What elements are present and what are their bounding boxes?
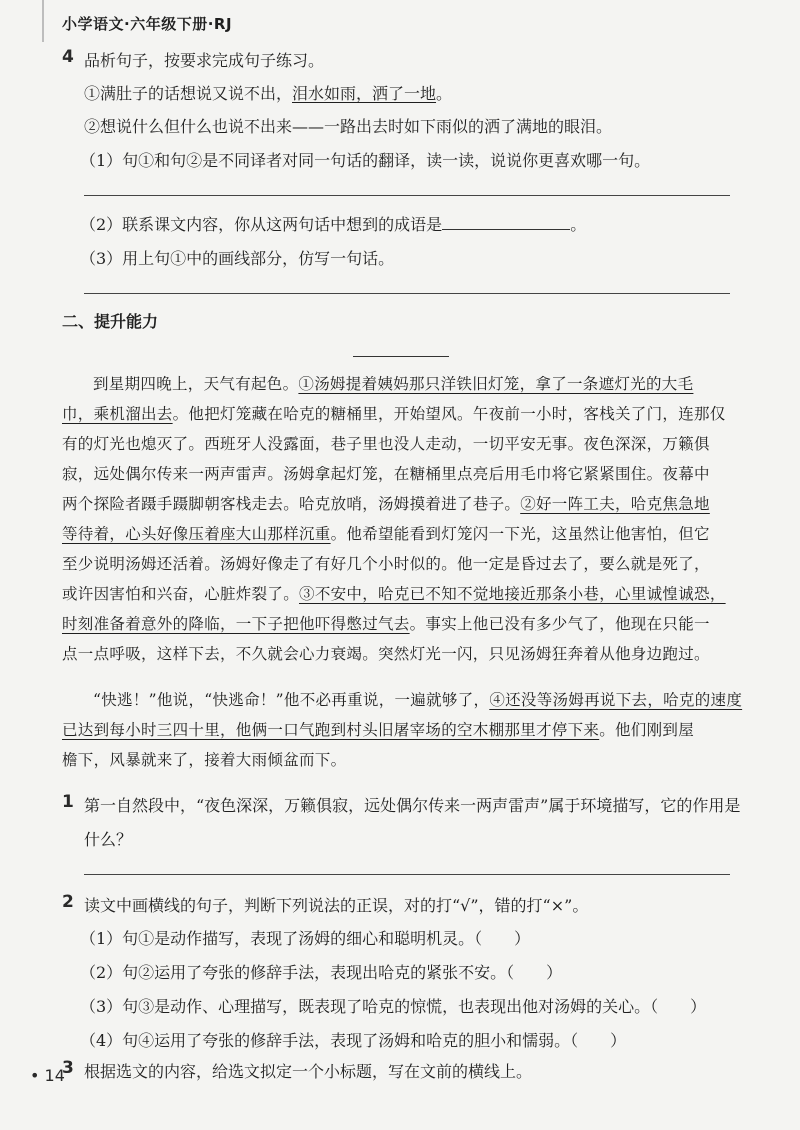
q4-s1-prefix: ①满肚子的话想说又说不出， [84, 84, 293, 103]
q4-s1-suffix: 。 [436, 84, 453, 103]
passage-text: 至少说明汤姆还活着。汤姆好像走了有好几个小时似的。他一定是昏过去了，要么就是死了， [62, 555, 710, 573]
passage-line [62, 459, 726, 489]
passage-text: 寂，远处偶尔传来一两声雷声。汤姆拿起灯笼，在糖桶里点亮后用毛巾将它紧紧围住。夜幕中 [62, 465, 710, 483]
q4-sub2-blank[interactable] [442, 215, 570, 230]
passage-text: 点一点呼吸，这样下去，不久就会心力衰竭。突然灯光一闪，只见汤姆狂奔着从他身边跑过。 [62, 645, 710, 663]
passage-line [62, 369, 726, 399]
q4-answer-line-3[interactable] [84, 293, 730, 294]
q1-number: 1 [62, 792, 74, 812]
underlined-sentence: ②好一阵工夫，哈克焦急地 [520, 495, 710, 513]
passage-text: 。事实上他已没有多少气了，他现在只能一 [409, 615, 710, 633]
underlined-sentence: 已达到每小时三四十里，他俩一口气跑到村头旧屠宰场的空木棚那里才停下来 [62, 721, 600, 739]
passage-text: 。他希望能看到灯笼闪一下光，这虽然让他害怕，但它 [330, 525, 710, 543]
passage-line [62, 399, 726, 429]
passage-line [62, 429, 726, 459]
passage-line [62, 639, 726, 669]
passage-line [62, 549, 726, 579]
q2-item-3[interactable]: （3）句③是动作、心理描写，既表现了哈克的惊慌，也表现出他对汤姆的关心。（ ） [80, 997, 707, 1016]
passage-text: 到星期四晚上，天气有起色。 [93, 375, 299, 393]
underlined-sentence: ①汤姆提着姨妈那只洋铁旧灯笼，拿了一条遮灯光的大毛 [298, 375, 694, 393]
q2-item-4[interactable]: （4）句④运用了夸张的修辞手法，表现了汤姆和哈克的胆小和懦弱。（ ） [80, 1031, 627, 1050]
q4-sentence-2: ②想说什么但什么也说不出来——一路出去时如下雨似的洒了满地的眼泪。 [84, 117, 613, 136]
underlined-sentence: ④还没等汤姆再说下去，哈克的速度 [489, 691, 743, 709]
q3-prompt: 根据选文的内容，给选文拟定一个小标题，写在文前的横线上。 [84, 1062, 533, 1081]
book-header: 小学语文·六年级下册·RJ [62, 15, 233, 33]
passage-text: 或许因害怕和兴奋，心脏炸裂了。 [62, 585, 300, 603]
passage-line [62, 715, 742, 745]
margin-rule [42, 0, 44, 42]
q4-sub2-text: （2）联系课文内容，你从这两句话中想到的成语是 [80, 215, 443, 234]
passage-text: 。他们刚到屋 [599, 721, 695, 739]
passage-title-blank[interactable] [353, 356, 449, 357]
q4-answer-line-1[interactable] [84, 195, 730, 196]
page-number: • 14 [30, 1066, 65, 1085]
q4-sub2-end: 。 [570, 215, 587, 234]
passage-line [62, 579, 726, 609]
q4-sentence-1 [84, 81, 452, 104]
passage-text: “快逃！”他说，“快逃命！”他不必再重说，一遍就够了， [93, 691, 490, 709]
underlined-sentence: 等待着，心头好像压着座大山那样沉重 [62, 525, 331, 543]
passage-line [62, 685, 742, 715]
q4-s1-underlined: 泪水如雨，洒了一地 [292, 84, 437, 103]
q1-answer-line[interactable] [84, 874, 730, 875]
q2-number: 2 [62, 892, 74, 912]
passage-paragraph-2 [62, 685, 742, 775]
q1-prompt-line-1: 第一自然段中，“夜色深深，万籁俱寂，远处偶尔传来一两声雷声”属于环境描写，它的作用是 [84, 796, 741, 815]
q4-prompt: 品析句子，按要求完成句子练习。 [84, 51, 325, 70]
q2-item-2[interactable]: （2）句②运用了夸张的修辞手法，表现出哈克的紧张不安。（ ） [80, 963, 563, 982]
passage-text: 两个探险者蹑手蹑脚朝客栈走去。哈克放哨，汤姆摸着进了巷子。 [62, 495, 521, 513]
passage-text: 檐下，风暴就来了，接着大雨倾盆而下。 [62, 751, 347, 769]
passage-line [62, 745, 742, 775]
q1-prompt-line-2: 什么？ [84, 830, 133, 849]
q4-sub2 [80, 212, 586, 235]
q3-number: 3 [62, 1058, 74, 1078]
q4-sub1: （1）句①和句②是不同译者对同一句话的翻译，读一读，说说你更喜欢哪一句。 [80, 151, 651, 170]
passage-line [62, 609, 726, 639]
section-title: 二、提升能力 [62, 312, 159, 331]
q4-number: 4 [62, 47, 74, 67]
q4-sub3: （3）用上句①中的画线部分，仿写一句话。 [80, 249, 395, 268]
underlined-sentence: ③不安中，哈克已不知不觉地接近那条小巷，心里诚惶诚恐， [299, 585, 726, 603]
passage-paragraph-1 [62, 369, 726, 669]
passage-text: 。他把灯笼藏在哈克的糖桶里，开始望风。午夜前一小时，客栈关了门，连那仅 [172, 405, 726, 423]
q2-item-1[interactable]: （1）句①是动作描写，表现了汤姆的细心和聪明机灵。（ ） [80, 929, 531, 948]
passage-text: 有的灯光也熄灭了。西班牙人没露面，巷子里也没人走动，一切平安无事。夜色深深，万籁俱 [62, 435, 710, 453]
q2-prompt: 读文中画横线的句子，判断下列说法的正误，对的打“√”，错的打“×”。 [84, 896, 589, 915]
passage-line [62, 519, 726, 549]
underlined-sentence: 巾，乘机溜出去 [62, 405, 173, 423]
passage-line [62, 489, 726, 519]
underlined-sentence: 时刻准备着意外的降临，一下子把他吓得憋过气去 [62, 615, 410, 633]
